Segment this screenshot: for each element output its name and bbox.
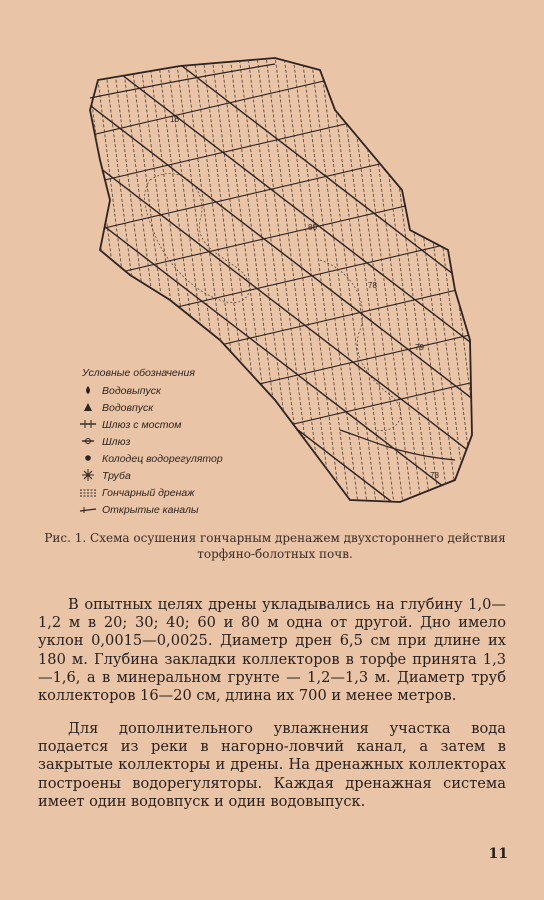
drainage-symbol-icon [80,490,96,496]
bridge-sluice-symbol-icon [80,420,96,428]
drain-line [70,40,117,520]
map-label: 79 [415,343,424,352]
legend-item-label: Водовыпуск [102,385,161,397]
map-label: 80 [308,223,317,232]
canal-line [70,40,500,140]
paragraph-text: В опытных целях дрены укладывались на глубину 1,0—1,2 м в 20; 30; 40; 60 и 80 м одна от другой. Дно имело уклон 0,0015—0,0025. Диаметр дрен 6,5 см при длине их 180 м. Глубина закладки коллекторов в торфе принята 1,3—1,6, а в минеральном грунте — 1,2—1,3 м. Диаметр труб коллекторов 16—20 см, длина их 700 и менее метров. [38,596,506,705]
canal-symbol-icon [80,507,96,513]
drain-line [228,40,288,520]
drain-line [219,40,279,520]
drain-line [93,40,153,520]
drain-line [390,40,450,520]
drain-line [255,40,315,520]
drain-line [354,40,414,520]
drain-line [345,40,405,520]
drain-line [408,40,468,520]
body-paragraph [38,720,506,811]
drain-line [498,40,500,520]
legend-item-label: Водовпуск [102,402,154,414]
drain-line [453,40,500,520]
drain-line [372,40,432,520]
drain-line [147,40,207,520]
drain-line [70,40,90,520]
canal-line [70,136,500,236]
drain-line [426,40,486,520]
drain-line [273,40,333,520]
well-symbol-icon [85,455,91,461]
map-label: 78 [430,471,439,480]
legend-item-label: Колодец водорегулятор [102,453,223,465]
map-label: 16 [170,115,179,124]
drain-line [471,40,500,520]
drain-line [111,40,171,520]
canal-line [70,232,500,332]
drain-line [156,40,216,520]
drain-line [480,40,500,520]
canal-line [70,88,500,188]
plot-outline [90,58,472,502]
drainage-network [70,40,500,520]
figure-caption: Рис. 1. Схема осушения гончарным дренажем двухстороннего действия торфяно-болотных почв. [44,531,506,561]
drain-line [84,40,144,520]
river-line [90,64,455,460]
paragraph-text: Для дополнительного увлажнения участка вода подается из реки в нагорно-ловчий канал, а затем в закрытые коллекторы и дрены. На дренажных коллекторах построены водорегуляторы. Каждая дренажная система имеет один водовпуск и один водовыпуск. [38,720,506,810]
drain-line [201,40,261,520]
drain-line [102,40,162,520]
drain-line [336,40,396,520]
drain-line [399,40,459,520]
legend-item-label: Труба [102,470,131,482]
drain-line [174,40,234,520]
peat-boundary-contour [145,174,250,303]
sluice-symbol-icon [82,439,94,444]
drainage-scheme-figure [70,40,500,520]
page-number: 11 [488,846,508,862]
drain-line [489,40,500,520]
drain-line [75,40,135,520]
drain-line [70,40,99,520]
legend-title: Условные обозначения [82,367,195,379]
legend-item-label: Шлюз с мостом [102,419,182,431]
drop-symbol-icon [86,386,90,394]
legend-item-label: Открытые каналы [102,504,199,516]
map-labels [170,115,439,480]
canal-line [70,184,500,284]
drain-line [246,40,306,520]
body-paragraph [38,596,506,705]
legend-item-label: Гончарный дренаж [102,487,195,499]
drain-line [327,40,387,520]
legend-item-label: Шлюз [102,436,131,448]
map-label: 78 [368,281,377,290]
drain-line [318,40,378,520]
drain-line [210,40,270,520]
legend [80,367,223,516]
drain-line [300,40,360,520]
pipe-symbol-icon [82,469,94,481]
triangle-symbol-icon [84,403,92,411]
